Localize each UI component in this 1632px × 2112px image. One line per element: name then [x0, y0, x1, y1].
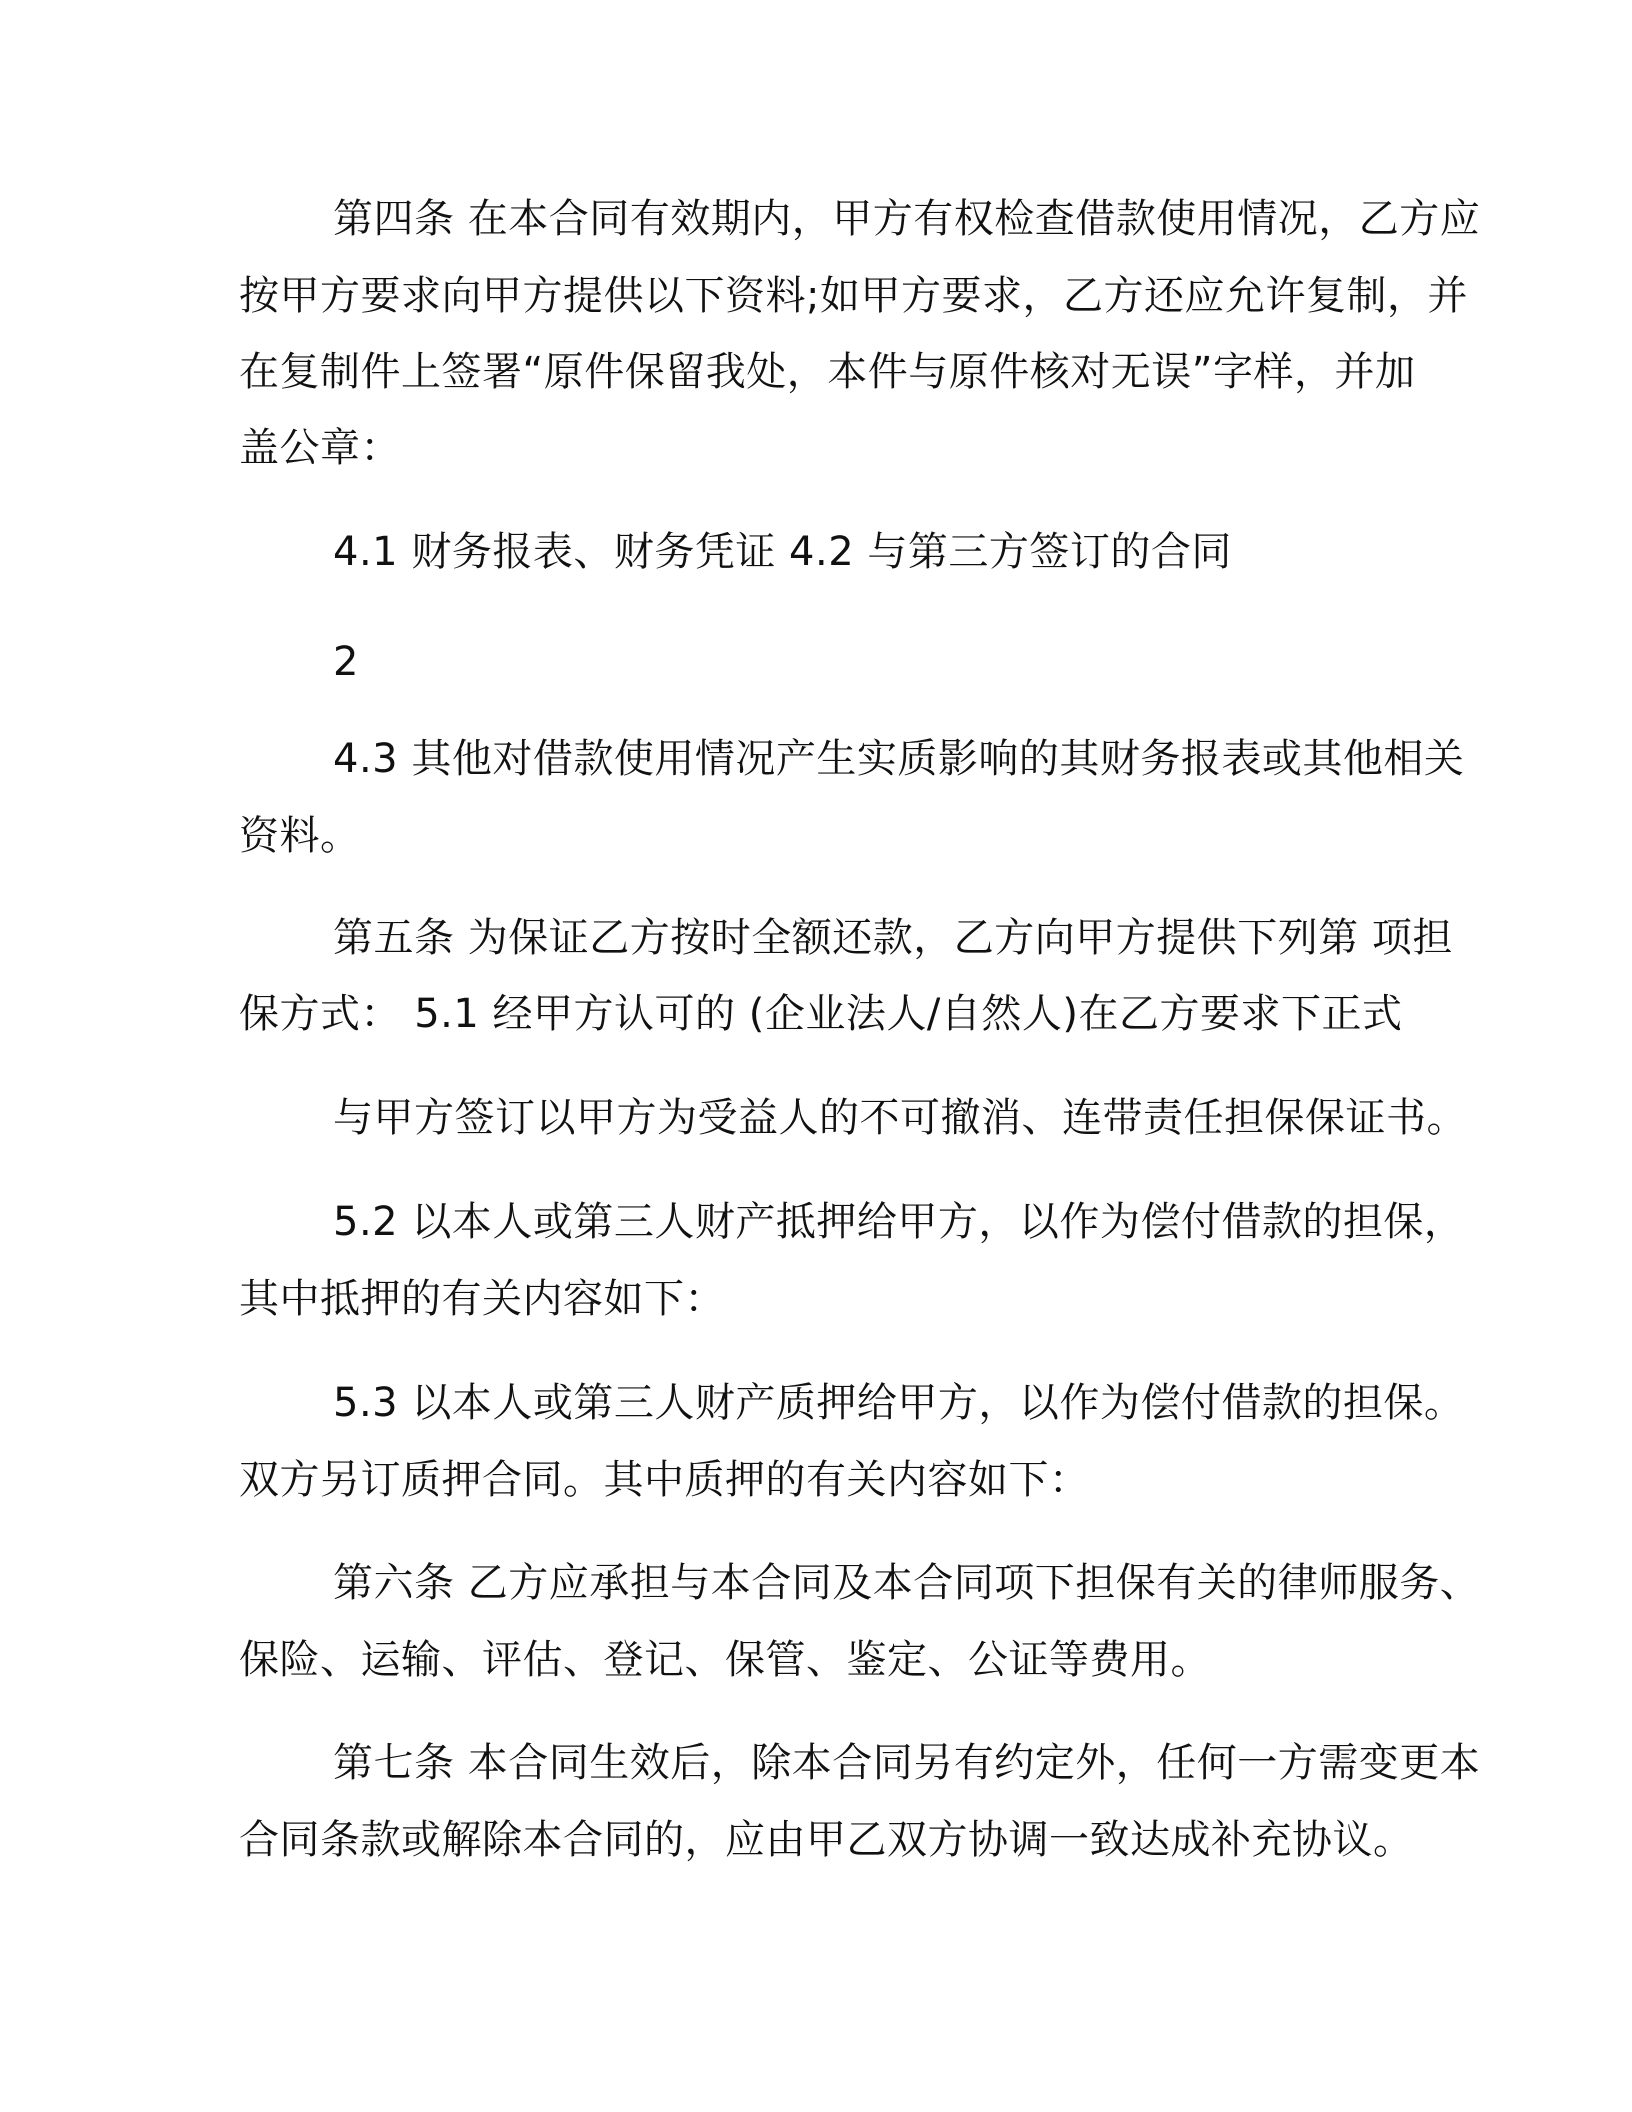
page-number: 2	[333, 639, 359, 685]
article-4-line-2: 按甲方要求向甲方提供以下资料;如甲方要求，乙方还应允许复制，并	[239, 273, 1468, 319]
article-7-line-2: 合同条款或解除本合同的，应由甲乙双方协调一致达成补充协议。	[239, 1817, 1414, 1863]
item-4-3-line-1: 4.3 其他对借款使用情况产生实质影响的其财务报表或其他相关	[333, 736, 1465, 782]
article-7-line-1: 第七条 本合同生效后，除本合同另有约定外，任何一方需变更本	[333, 1740, 1481, 1786]
article-5-line-1: 第五条 为保证乙方按时全额还款，乙方向甲方提供下列第 项担	[333, 915, 1453, 961]
item-5-2-line-2: 其中抵押的有关内容如下：	[239, 1276, 725, 1322]
item-5-2-line-1: 5.2 以本人或第三人财产抵押给甲方，以作为偿付借款的担保，	[333, 1199, 1465, 1245]
article-4-line-3: 在复制件上签署“原件保留我处，本件与原件核对无误”字样，并加	[239, 349, 1416, 395]
item-5-1-continued: 与甲方签订以甲方为受益人的不可撤消、连带责任担保保证书。	[333, 1095, 1467, 1141]
article-4-line-1: 第四条 在本合同有效期内，甲方有权检查借款使用情况，乙方应	[333, 196, 1481, 242]
article-4-line-4: 盖公章：	[239, 425, 401, 471]
item-4-3-line-2: 资料。	[239, 813, 361, 859]
article-6-line-1: 第六条 乙方应承担与本合同及本合同项下担保有关的律师服务、	[333, 1560, 1481, 1606]
item-4-1-4-2: 4.1 财务报表、财务凭证 4.2 与第三方签订的合同	[333, 529, 1232, 575]
item-5-3-line-1: 5.3 以本人或第三人财产质押给甲方，以作为偿付借款的担保。	[333, 1380, 1465, 1426]
article-5-line-2: 保方式： 5.1 经甲方认可的 (企业法人/自然人)在乙方要求下正式	[239, 991, 1403, 1037]
article-6-line-2: 保险、运输、评估、登记、保管、鉴定、公证等费用。	[239, 1637, 1211, 1683]
item-5-3-line-2: 双方另订质押合同。其中质押的有关内容如下：	[239, 1457, 1090, 1503]
